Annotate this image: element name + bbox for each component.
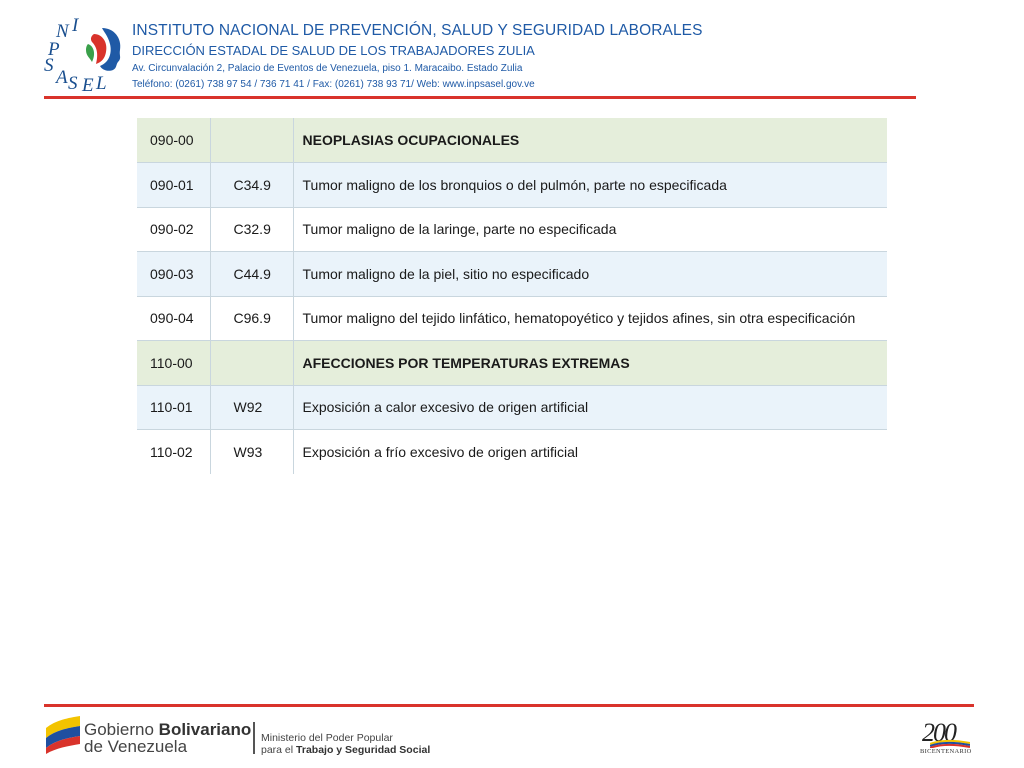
government-prefix: Gobierno: [84, 720, 159, 739]
logo-letter: N: [56, 21, 69, 42]
logo-letter: I: [72, 15, 79, 36]
logo-letter: S: [68, 73, 78, 94]
description-cell: AFECCIONES POR TEMPERATURAS EXTREMAS: [293, 341, 887, 386]
code-cell: 090-01: [137, 163, 210, 208]
code-cell: 110-02: [137, 430, 210, 475]
table-row: [137, 207, 887, 252]
cie-cell: C34.9: [210, 163, 293, 208]
code-cell: 090-00: [137, 118, 210, 163]
logo-letter: L: [96, 73, 107, 94]
bicentenario-number: 200: [922, 718, 955, 747]
occupational-disease-table: [137, 118, 887, 474]
cie-cell: W93: [210, 430, 293, 475]
profile-faces-icon: [80, 24, 124, 76]
table-row-section: [137, 341, 887, 386]
cie-cell: [210, 118, 293, 163]
ministry-line-2: [261, 744, 430, 756]
cie-cell: [210, 341, 293, 386]
footer-divider: [44, 704, 974, 707]
venezuela-flag-icon: [44, 714, 82, 754]
code-cell: 110-01: [137, 385, 210, 430]
logo-letter: E: [82, 75, 94, 96]
logo-letter: S: [44, 55, 54, 76]
table-row: [137, 385, 887, 430]
description-cell: Exposición a calor excesivo de origen artificial: [293, 385, 887, 430]
direction-name: DIRECCIÓN ESTADAL DE SALUD DE LOS TRABAJADORES ZULIA: [132, 43, 535, 58]
ministry-bold: Trabajo y Seguridad Social: [296, 744, 431, 756]
bicentenario-ribbon-icon: [930, 738, 970, 748]
logo-letter: A: [56, 67, 68, 88]
table-row: [137, 296, 887, 341]
description-cell: Exposición a frío excesivo de origen artificial: [293, 430, 887, 475]
table-row-section: [137, 118, 887, 163]
ministry-line-1: Ministerio del Poder Popular: [261, 732, 393, 744]
description-cell: Tumor maligno de los bronquios o del pulmón, parte no especificada: [293, 163, 887, 208]
institution-name: INSTITUTO NACIONAL DE PREVENCIÓN, SALUD Y SEGURIDAD LABORALES: [132, 22, 703, 39]
government-country: de Venezuela: [84, 737, 188, 756]
description-cell: NEOPLASIAS OCUPACIONALES: [293, 118, 887, 163]
ministry-prefix: para el: [261, 744, 297, 756]
contact-line: Teléfono: (0261) 738 97 54 / 736 71 41 / Fax: (0261) 738 93 71/ Web: www.inpsasel.gov.ve: [132, 79, 535, 90]
address-line: Av. Circunvalación 2, Palacio de Eventos de Venezuela, piso 1. Maracaibo. Estado Zulia: [132, 63, 523, 74]
table-row: [137, 252, 887, 297]
cie-cell: C44.9: [210, 252, 293, 297]
inpsasel-logo-icon: [42, 14, 124, 94]
footer-separator: [253, 722, 255, 754]
table-row: [137, 430, 887, 475]
bicentenario-logo-icon: [918, 718, 978, 758]
cie-cell: C96.9: [210, 296, 293, 341]
cie-cell: W92: [210, 385, 293, 430]
code-cell: 090-02: [137, 207, 210, 252]
government-bold: Bolivariano: [158, 720, 252, 739]
letterhead: [40, 12, 920, 98]
description-cell: Tumor maligno de la piel, sitio no especificado: [293, 252, 887, 297]
bicentenario-text: BICENTENARIO: [920, 748, 972, 755]
header-divider: [44, 96, 916, 99]
description-cell: Tumor maligno del tejido linfático, hematopoyético y tejidos afines, sin otra especificación: [293, 296, 887, 341]
cie-cell: C32.9: [210, 207, 293, 252]
code-cell: 090-03: [137, 252, 210, 297]
code-cell: 090-04: [137, 296, 210, 341]
description-cell: Tumor maligno de la laringe, parte no especificada: [293, 207, 887, 252]
logo-letter: P: [48, 39, 60, 60]
table-row: [137, 163, 887, 208]
code-cell: 110-00: [137, 341, 210, 386]
